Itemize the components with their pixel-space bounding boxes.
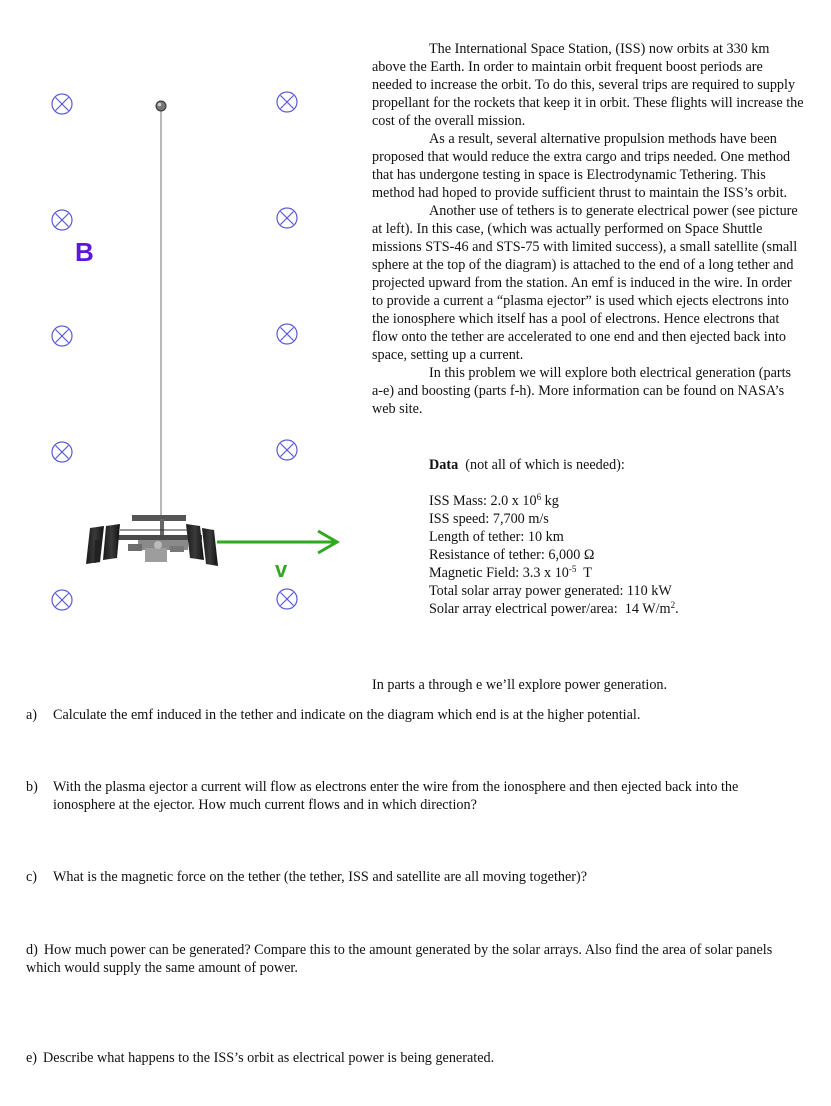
field-into-page-icon <box>52 442 72 462</box>
question-label: a) <box>26 707 38 723</box>
field-into-page-icon <box>277 92 297 112</box>
field-label: B <box>75 237 94 267</box>
question-label: b) <box>26 779 38 795</box>
space-station-icon <box>86 515 218 566</box>
data-heading <box>429 456 809 474</box>
question-label: e) <box>26 1050 38 1066</box>
data-block <box>429 456 809 618</box>
tether-diagram <box>0 0 360 640</box>
question-b <box>26 778 761 814</box>
field-into-page-icon <box>52 94 72 114</box>
field-into-page-icon <box>52 590 72 610</box>
question-label: d) <box>26 942 38 958</box>
field-into-page-icon <box>277 324 297 344</box>
question-d <box>26 941 776 977</box>
velocity-label: v <box>275 557 288 582</box>
question-text: What is the magnetic force on the tether (the tether, ISS and satellite are all moving together)? <box>53 869 588 885</box>
satellite-sphere-icon <box>156 101 166 111</box>
question-e <box>26 1049 786 1067</box>
data-mass: ISS Mass: 2.0 x $10^6$ kg <box>429 492 559 509</box>
field-into-page-icon <box>277 208 297 228</box>
intro-paragraph: As a result, several alternative propulsion methods have been proposed that would reduce the extra cargo and trips needed. One method that has undergone testing in space is Electrodynamic Tethering. This method had hoped to provide sufficient thrust to maintain the ISS’s orbit. <box>372 131 791 201</box>
data-speed: ISS speed: 7,700 m/s <box>429 511 549 527</box>
question-text: Calculate the emf induced in the tether and indicate on the diagram which end is at the higher potential. <box>53 707 641 723</box>
data-length: Length of tether: 10 km <box>429 529 564 545</box>
question-c <box>26 868 786 886</box>
question-label: c) <box>26 869 38 885</box>
field-into-page-icon <box>52 210 72 230</box>
data-resistance: Resistance of tether: 6,000 Ω <box>429 547 595 563</box>
field-into-page-icon <box>277 589 297 609</box>
data-solar-area: Solar array electrical power/area: 14 $W/m^2$. <box>429 600 679 617</box>
question-text: How much power can be generated? Compare this to the amount generated by the solar arrays. Also find the area of solar panels which would supply the same amount of power. <box>26 942 773 976</box>
question-a <box>26 706 786 724</box>
data-note: (not all of which is needed): <box>465 457 625 473</box>
data-field: Magnetic Field: 3.3 x $10^{-5}$ T <box>429 564 592 581</box>
intro-paragraph: Another use of tethers is to generate electrical power (see picture at left). In this case, (which was actually performed on Space Shuttle missions STS-46 and STS-75 with limited success), a small satellite (small sphere at the top of the diagram) is attached to the end of a long tether and projected upward from the station. An emf is induced in the wire. In order to provide a current a “plasma ejector” is used which ejects electrons into the ionosphere which itself has a pool of electrons. Hence electrons that flow onto the tether are accelerated to one end and then ejected back into space, setting up a current. <box>372 203 798 363</box>
intro-paragraph: The International Space Station, (ISS) now orbits at 330 km above the Earth. In order to maintain orbit frequent boost periods are needed to increase the orbit. To do this, several trips are required to supply propellant for the rockets that keep it in orbit. These flights will increase the cost of the overall mission. <box>372 41 804 129</box>
velocity-arrow-icon <box>217 531 337 553</box>
question-text: Describe what happens to the ISS’s orbit as electrical power is being generated. <box>43 1050 495 1066</box>
intro-paragraph: In this problem we will explore both electrical generation (parts a-e) and boosting (parts f-h). More information can be found on NASA’s web site. <box>372 365 792 417</box>
field-into-page-icon <box>52 326 72 346</box>
parts-preface: In parts a through e we’ll explore power generation. <box>372 677 668 693</box>
intro-text <box>372 40 804 418</box>
field-into-page-icon <box>277 440 297 460</box>
question-text: With the plasma ejector a current will flow as electrons enter the wire from the ionosphere and then ejected back into the ionosphere at the ejector. How much current flows and in which direction? <box>53 779 739 813</box>
data-solar-total: Total solar array power generated: 110 kW <box>429 583 672 599</box>
data-title: Data <box>429 457 459 473</box>
